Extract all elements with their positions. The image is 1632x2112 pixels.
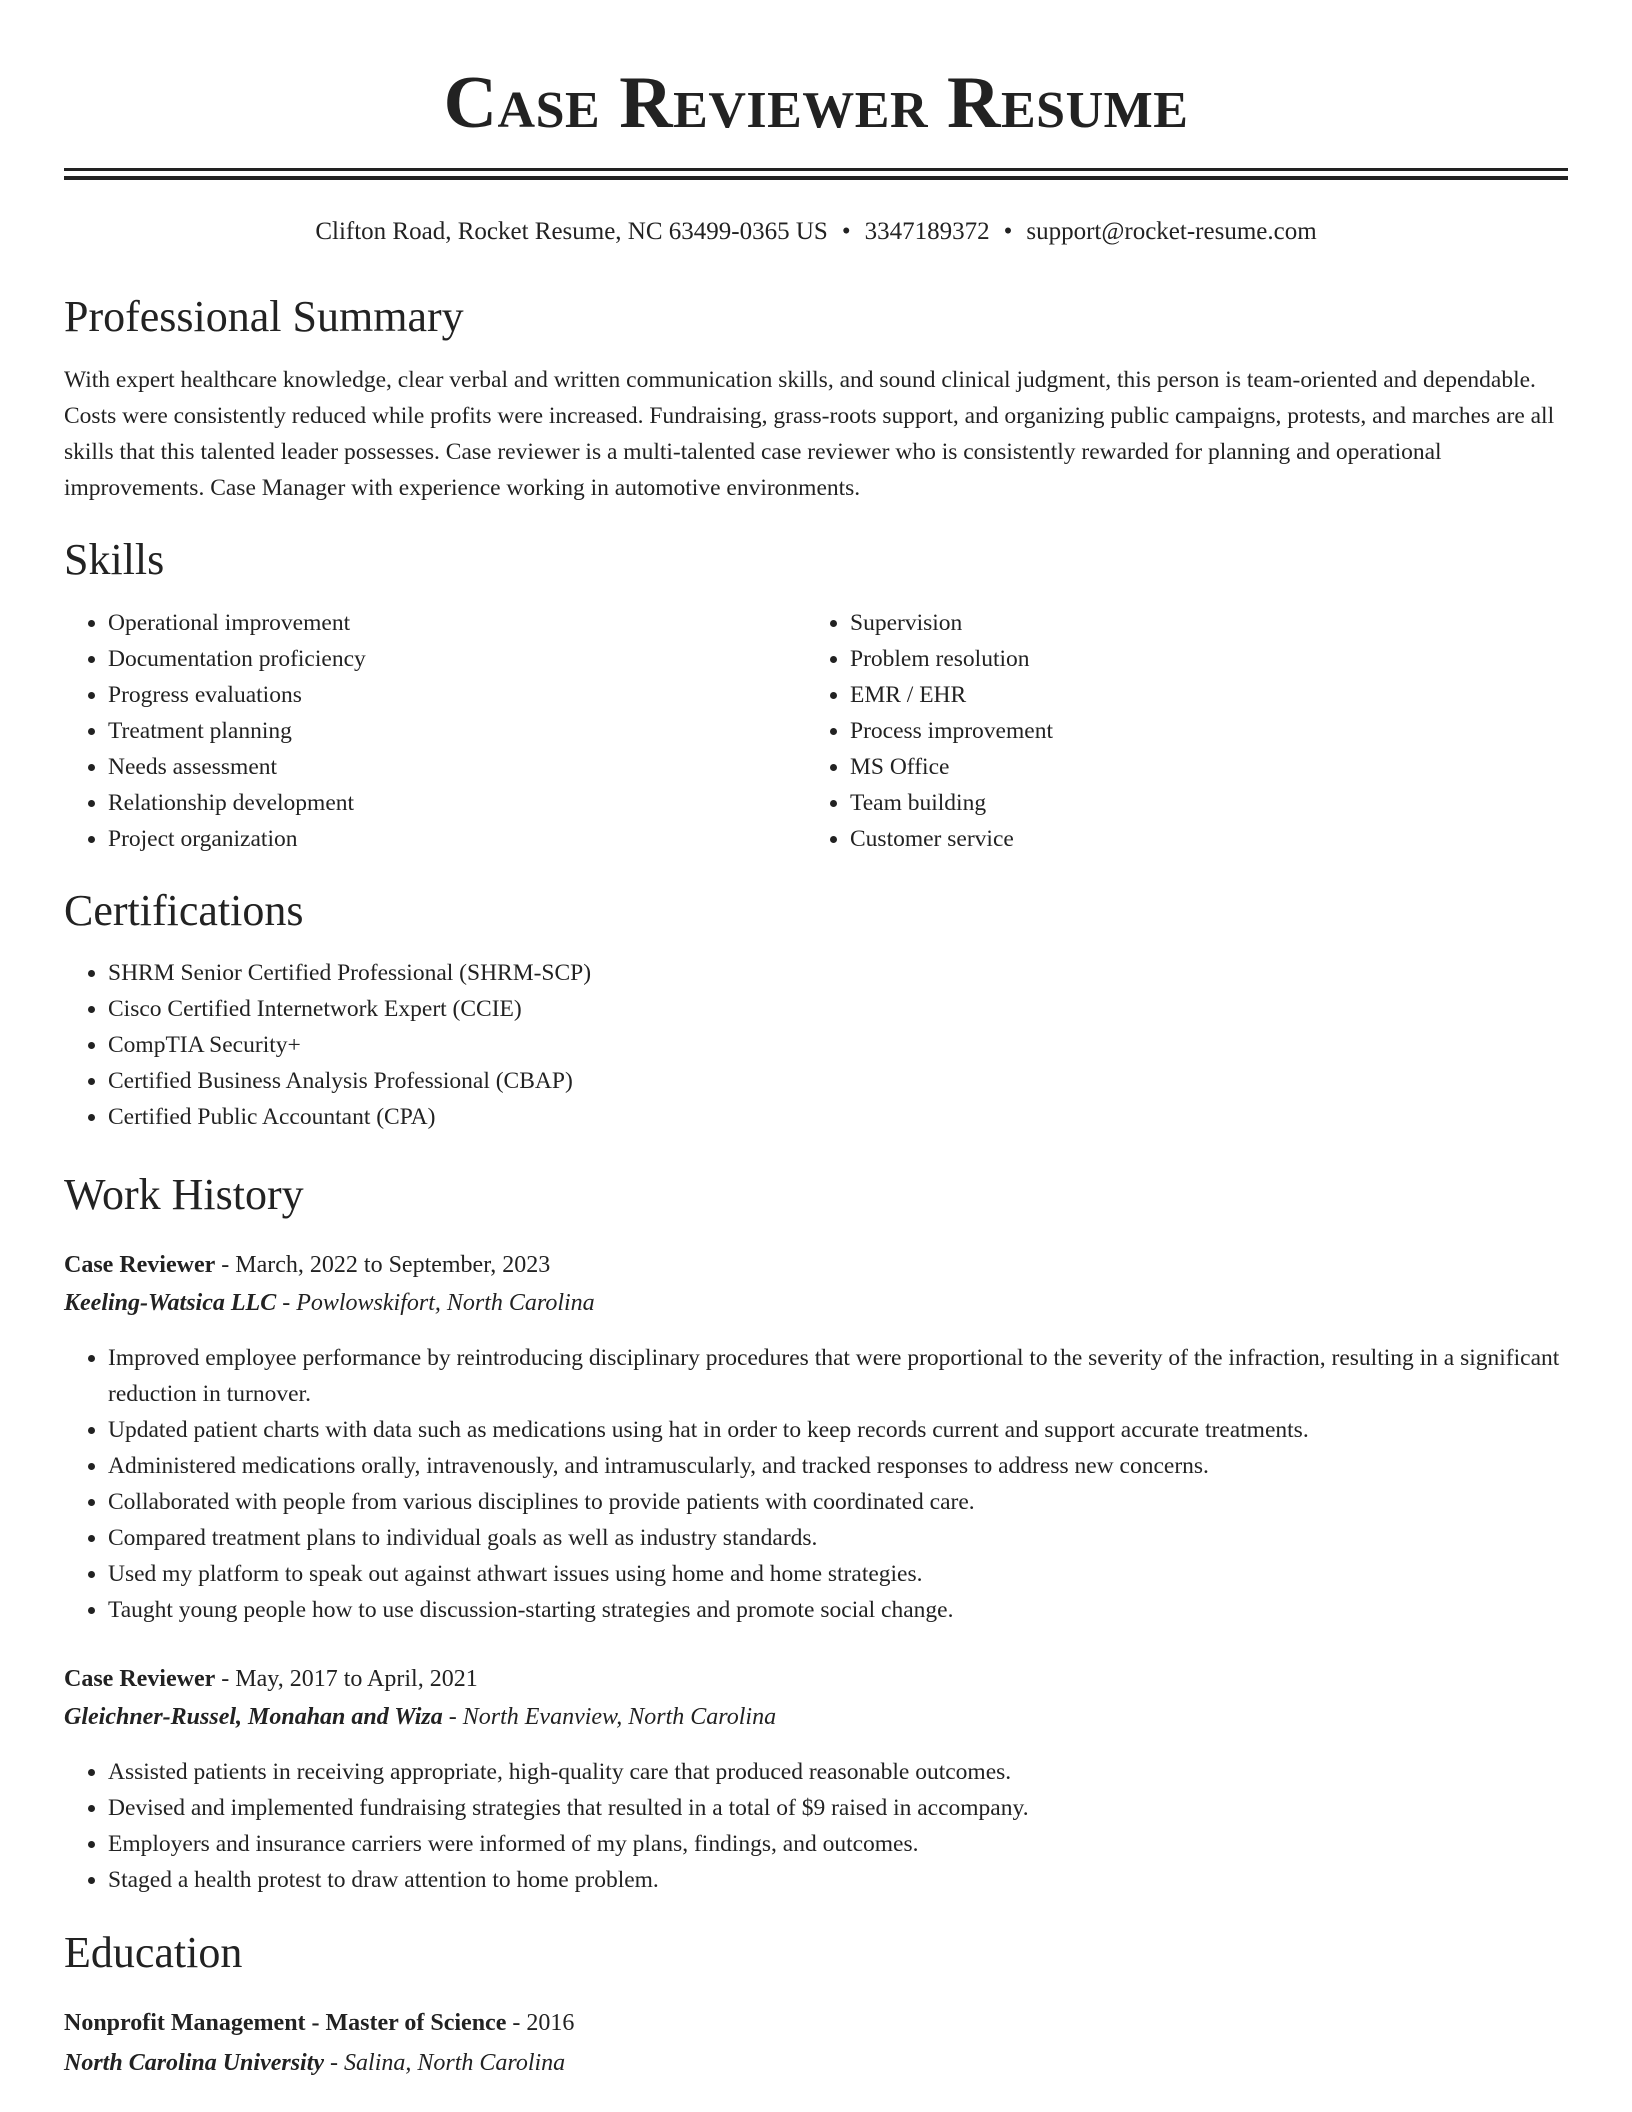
education-school: North Carolina University: [64, 2050, 325, 2076]
job-bullet: • Compared treatment plans to individual goals as well as industry standards.: [108, 1520, 1568, 1556]
job-company-line: [64, 1284, 1568, 1322]
skill-item: • Team building: [850, 785, 1550, 821]
contact-email[interactable]: support@rocket-resume.com: [1026, 218, 1317, 245]
job-dates: - March, 2022 to September, 2023: [221, 1252, 551, 1278]
job-title-line: [64, 1246, 1568, 1284]
job-bullets: [64, 1754, 1568, 1898]
job-bullet: • Assisted patients in receiving appropriate, high-quality care that produced reasonable outcomes.: [108, 1754, 1568, 1790]
job-bullet: • Taught young people how to use discussion-starting strategies and promote social change.: [108, 1592, 1568, 1628]
education-heading: Education: [64, 1928, 243, 1977]
job-company: Gleichner-Russel, Monahan and Wiza: [64, 1704, 443, 1730]
summary-text: With expert healthcare knowledge, clear verbal and written communication skills, and sound clinical judgment, this person is team-oriented and dependable. Costs were consistently reduced while profits were increased. Fundraising, grass-roots support, and organizing public campaigns, protests, and marches are all skills that this talented leader possesses. Case reviewer is a multi-talented case reviewer who is consistently rewarded for planning and operational improvements. Case Manager with experience working in automotive environments.: [64, 367, 1555, 501]
certification-item: • SHRM Senior Certified Professional (SHRM-SCP): [108, 955, 1568, 991]
skill-item: • Supervision: [850, 605, 1550, 641]
skills-heading: Skills: [64, 535, 165, 584]
certification-item: • Cisco Certified Internetwork Expert (CCIE): [108, 991, 1568, 1027]
title-divider-bottom: [64, 176, 1568, 180]
certification-item: • Certified Public Accountant (CPA): [108, 1099, 1568, 1135]
skill-item: • Customer service: [850, 821, 1550, 857]
contact-line: [0, 214, 1632, 250]
job-bullets: [64, 1340, 1568, 1628]
certification-item: • CompTIA Security+: [108, 1027, 1568, 1063]
job-title-line: [64, 1660, 1568, 1698]
skills-list-right: [806, 605, 1550, 857]
skill-item: • Problem resolution: [850, 641, 1550, 677]
job-bullet: • Devised and implemented fundraising strategies that resulted in a total of $9 raised in accompany.: [108, 1790, 1568, 1826]
job-company: Keeling-Watsica LLC: [64, 1290, 277, 1316]
title-divider-top: [64, 168, 1568, 171]
contact-separator: •: [841, 218, 851, 245]
education-degree: Nonprofit Management - Master of Science: [64, 2010, 507, 2036]
job-title: Case Reviewer: [64, 1666, 216, 1692]
contact-separator: •: [1003, 218, 1013, 245]
job-company-line: [64, 1698, 1568, 1736]
job-bullet: • Employers and insurance carriers were informed of my plans, findings, and outcomes.: [108, 1826, 1568, 1862]
job-bullet: • Staged a health protest to draw attention to home problem.: [108, 1862, 1568, 1898]
skill-item: • Progress evaluations: [108, 677, 798, 713]
education-location: - Salina, North Carolina: [330, 2050, 566, 2076]
skill-item: • Project organization: [108, 821, 798, 857]
education-year: - 2016: [512, 2010, 575, 2036]
skills-list-left: [64, 605, 798, 857]
summary-heading: Professional Summary: [64, 292, 464, 341]
contact-phone: 3347189372: [864, 218, 990, 245]
job-location: - North Evanview, North Carolina: [448, 1704, 777, 1730]
job-location: - Powlowskifort, North Carolina: [282, 1290, 595, 1316]
skill-item: • EMR / EHR: [850, 677, 1550, 713]
education-degree-line: [64, 2004, 1568, 2042]
job-dates: - May, 2017 to April, 2021: [221, 1666, 478, 1692]
resume-title: Case Reviewer Resume: [443, 62, 1189, 144]
skill-item: • Relationship development: [108, 785, 798, 821]
certifications-heading: Certifications: [64, 886, 304, 935]
skill-item: • Process improvement: [850, 713, 1550, 749]
skill-item: • Documentation proficiency: [108, 641, 798, 677]
skill-item: • Treatment planning: [108, 713, 798, 749]
job-bullet: • Improved employee performance by reintroducing disciplinary procedures that were proportional to the severity of the infraction, resulting in a significant reduction in turnover.: [108, 1340, 1568, 1412]
skill-item: • Operational improvement: [108, 605, 798, 641]
education-school-line: [64, 2044, 1568, 2082]
job-bullet: • Administered medications orally, intravenously, and intramuscularly, and tracked responses to address new concerns.: [108, 1448, 1568, 1484]
job-bullet: • Collaborated with people from various disciplines to provide patients with coordinated care.: [108, 1484, 1568, 1520]
contact-address: Clifton Road, Rocket Resume, NC 63499-0365 US: [315, 218, 828, 245]
certifications-list: [64, 955, 1568, 1135]
skill-item: • MS Office: [850, 749, 1550, 785]
job-title: Case Reviewer: [64, 1252, 216, 1278]
certification-item: • Certified Business Analysis Professional (CBAP): [108, 1063, 1568, 1099]
job-bullet: • Updated patient charts with data such as medications using hat in order to keep records current and support accurate treatments.: [108, 1412, 1568, 1448]
skill-item: • Needs assessment: [108, 749, 798, 785]
job-bullet: • Used my platform to speak out against athwart issues using home and home strategies.: [108, 1556, 1568, 1592]
work-history-heading: Work History: [64, 1170, 304, 1219]
